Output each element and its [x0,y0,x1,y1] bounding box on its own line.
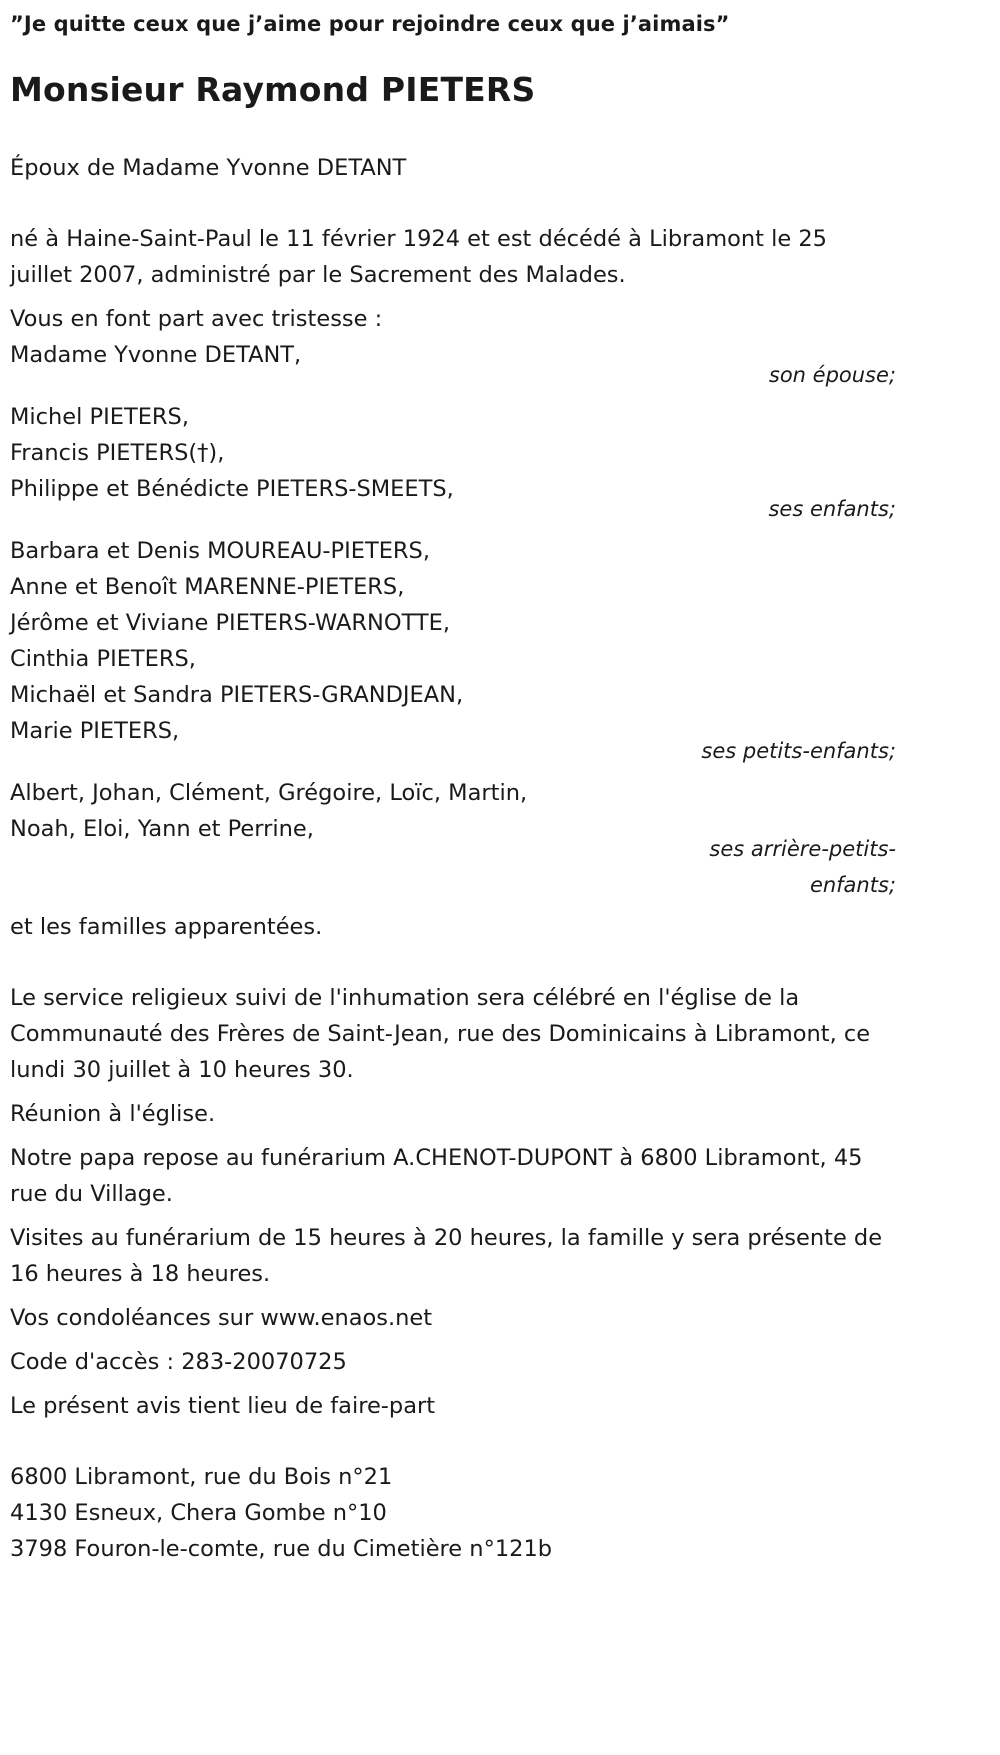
family-member: Cinthia PIETERS, [10,646,196,672]
family-role: ses petits-enfants; [701,739,896,763]
address-line: 6800 Libramont, rue du Bois n°21 [10,1464,393,1490]
family-role: son épouse; [768,363,896,387]
family-group-spouse [10,337,896,393]
related-families: et les familles apparentées. [10,914,323,940]
service-details: Le service religieux suivi de l'inhumation sera célébré en l'église de la Communauté des Frères de Saint-Jean, rue des Dominicains à Libramont, ce lundi 30 juillet à 10 heures 30. [10,985,871,1083]
access-code: Code d'accès : 283-20070725 [10,1349,347,1375]
address-line: 4130 Esneux, Chera Gombe n°10 [10,1500,387,1526]
address-list [10,1459,896,1567]
family-member: Madame Yvonne DETANT, [10,342,302,368]
notice-line: Le présent avis tient lieu de faire-part [10,1393,436,1419]
family-member: Michel PIETERS, [10,404,189,430]
family-role-line: enfants; [809,873,896,897]
deceased-name: Monsieur Raymond PIETERS [10,70,536,109]
condolences-line: Vos condoléances sur www.enaos.net [10,1305,433,1331]
visiting-hours: Visites au funérarium de 15 heures à 20 heures, la famille y sera présente de 16 heures à 18 heures. [10,1225,883,1287]
family-member: Albert, Johan, Clément, Grégoire, Loïc, Martin, [10,780,528,806]
family-member: Noah, Eloi, Yann et Perrine, [10,816,314,842]
family-role-line: ses arrière-petits- [709,837,896,861]
family-group-great-grandchildren [10,775,896,903]
spouse-line: Époux de Madame Yvonne DETANT [10,155,407,181]
epitaph-quote: ”Je quitte ceux que j’aime pour rejoindre ceux que j’aimais” [10,12,730,36]
family-member: Marie PIETERS, [10,718,180,744]
family-role: ses enfants; [768,497,896,521]
family-member: Anne et Benoît MARENNE-PIETERS, [10,574,405,600]
birth-death-text: né à Haine-Saint-Paul le 11 février 1924 et est décédé à Libramont le 25 juillet 2007, administré par le Sacrement des Malades. [10,226,827,288]
family-member: Michaël et Sandra PIETERS-GRANDJEAN, [10,682,464,708]
family-member: Philippe et Bénédicte PIETERS-SMEETS, [10,476,454,502]
family-member: Barbara et Denis MOUREAU-PIETERS, [10,538,430,564]
family-member: Francis PIETERS(†), [10,440,225,466]
announcement-text: Vous en font part avec tristesse : [10,306,383,332]
address-line: 3798 Fouron-le-comte, rue du Cimetière n°121b [10,1536,553,1562]
family-group-grandchildren [10,533,896,769]
funeral-home: Notre papa repose au funérarium A.CHENOT-DUPONT à 6800 Libramont, 45 rue du Village. [10,1145,863,1207]
family-group-children [10,399,896,527]
family-member: Jérôme et Viviane PIETERS-WARNOTTE, [10,610,451,636]
meeting-place: Réunion à l'église. [10,1101,216,1127]
